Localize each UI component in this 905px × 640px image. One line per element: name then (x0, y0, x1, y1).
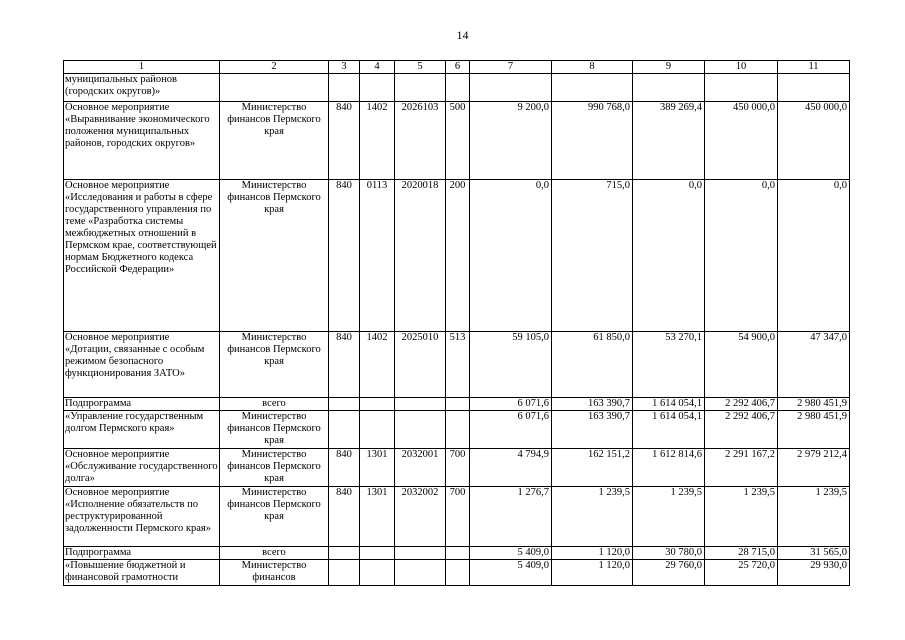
value-col7-cell: 1 276,7 (470, 487, 552, 547)
target-item-code-cell (395, 398, 446, 411)
value-col9-cell: 1 614 054,1 (633, 398, 705, 411)
column-number-6: 6 (446, 61, 470, 74)
admin-code-cell: 840 (329, 449, 360, 487)
executor-cell: Министерство финансов (220, 560, 329, 586)
value-col9-cell: 389 269,4 (633, 102, 705, 180)
value-col11-cell (778, 74, 850, 102)
measure-name-cell: Основное мероприятие «Исполнение обязательств по реструктурированной задолженности Пермского края» (64, 487, 220, 547)
value-col10-cell: 2 291 167,2 (705, 449, 778, 487)
column-number-8: 8 (552, 61, 633, 74)
value-col8-cell (552, 74, 633, 102)
measure-name-cell: Основное мероприятие «Выравнивание экономического положения муниципальных районов, городских округов» (64, 102, 220, 180)
expense-type-cell (446, 74, 470, 102)
expense-type-cell: 700 (446, 487, 470, 547)
value-col11-cell: 1 239,5 (778, 487, 850, 547)
value-col9-cell: 53 270,1 (633, 332, 705, 398)
value-col8-cell: 1 120,0 (552, 547, 633, 560)
section-code-cell (360, 560, 395, 586)
expense-type-cell: 700 (446, 449, 470, 487)
value-col9-cell: 1 612 814,6 (633, 449, 705, 487)
value-col7-cell: 4 794,9 (470, 449, 552, 487)
page-number: 14 (456, 28, 469, 42)
table-row (64, 74, 850, 102)
admin-code-cell (329, 560, 360, 586)
expense-type-cell: 513 (446, 332, 470, 398)
value-col8-cell: 1 120,0 (552, 560, 633, 586)
value-col9-cell (633, 74, 705, 102)
value-col7-cell: 5 409,0 (470, 547, 552, 560)
column-number-2: 2 (220, 61, 329, 74)
section-code-cell (360, 74, 395, 102)
section-code-cell (360, 398, 395, 411)
table-row (64, 560, 850, 586)
section-code-cell: 1301 (360, 449, 395, 487)
value-col11-cell: 0,0 (778, 180, 850, 332)
target-item-code-cell (395, 547, 446, 560)
value-col11-cell: 2 980 451,9 (778, 411, 850, 449)
table-row (64, 487, 850, 547)
value-col10-cell: 1 239,5 (705, 487, 778, 547)
expense-type-cell: 200 (446, 180, 470, 332)
value-col10-cell: 0,0 (705, 180, 778, 332)
column-number-11: 11 (778, 61, 850, 74)
value-col8-cell: 1 239,5 (552, 487, 633, 547)
table-row (64, 398, 850, 411)
value-col9-cell: 1 239,5 (633, 487, 705, 547)
executor-cell: Министерство финансов Пермского края (220, 487, 329, 547)
value-col7-cell: 59 105,0 (470, 332, 552, 398)
value-col8-cell: 990 768,0 (552, 102, 633, 180)
value-col10-cell: 2 292 406,7 (705, 398, 778, 411)
admin-code-cell: 840 (329, 487, 360, 547)
table-row (64, 180, 850, 332)
section-code-cell (360, 411, 395, 449)
expense-type-cell: 500 (446, 102, 470, 180)
target-item-code-cell (395, 411, 446, 449)
value-col7-cell: 0,0 (470, 180, 552, 332)
admin-code-cell: 840 (329, 332, 360, 398)
admin-code-cell (329, 398, 360, 411)
table-row (64, 411, 850, 449)
value-col8-cell: 715,0 (552, 180, 633, 332)
executor-cell: Министерство финансов Пермского края (220, 332, 329, 398)
executor-cell: Министерство финансов Пермского края (220, 102, 329, 180)
value-col9-cell: 1 614 054,1 (633, 411, 705, 449)
value-col10-cell: 54 900,0 (705, 332, 778, 398)
executor-cell: Министерство финансов Пермского края (220, 449, 329, 487)
column-number-4: 4 (360, 61, 395, 74)
measure-name-cell: Основное мероприятие «Дотации, связанные с особым режимом безопасного функционирования ЗАТО» (64, 332, 220, 398)
value-col8-cell: 61 850,0 (552, 332, 633, 398)
value-col7-cell: 6 071,6 (470, 398, 552, 411)
table-row (64, 449, 850, 487)
target-item-code-cell: 2026103 (395, 102, 446, 180)
table-header-row (64, 61, 850, 74)
budget-table (63, 60, 850, 586)
value-col9-cell: 30 780,0 (633, 547, 705, 560)
value-col7-cell: 5 409,0 (470, 560, 552, 586)
admin-code-cell (329, 547, 360, 560)
target-item-code-cell: 2032002 (395, 487, 446, 547)
column-number-9: 9 (633, 61, 705, 74)
measure-name-cell: Основное мероприятие «Исследования и работы в сфере государственного управления по теме «Разработка системы межбюджетных отношений в Пермском крае, соответствующей нормам Бюджетного кодекса Российской Федерации» (64, 180, 220, 332)
target-item-code-cell (395, 560, 446, 586)
measure-name-cell: «Управление государственным долгом Пермского края» (64, 411, 220, 449)
admin-code-cell (329, 411, 360, 449)
target-item-code-cell: 2020018 (395, 180, 446, 332)
expense-type-cell (446, 547, 470, 560)
target-item-code-cell: 2025010 (395, 332, 446, 398)
executor-cell: Министерство финансов Пермского края (220, 180, 329, 332)
section-code-cell: 1301 (360, 487, 395, 547)
value-col11-cell: 2 980 451,9 (778, 398, 850, 411)
column-number-3: 3 (329, 61, 360, 74)
table-row (64, 102, 850, 180)
value-col8-cell: 162 151,2 (552, 449, 633, 487)
value-col10-cell: 28 715,0 (705, 547, 778, 560)
value-col7-cell (470, 74, 552, 102)
target-item-code-cell: 2032001 (395, 449, 446, 487)
value-col10-cell: 2 292 406,7 (705, 411, 778, 449)
column-number-1: 1 (64, 61, 220, 74)
measure-name-cell: Подпрограмма (64, 398, 220, 411)
measure-name-cell: муниципальных районов (городских округов)» (64, 74, 220, 102)
executor-cell: Министерство финансов Пермского края (220, 411, 329, 449)
value-col9-cell: 0,0 (633, 180, 705, 332)
column-number-7: 7 (470, 61, 552, 74)
value-col9-cell: 29 760,0 (633, 560, 705, 586)
value-col10-cell: 25 720,0 (705, 560, 778, 586)
target-item-code-cell (395, 74, 446, 102)
expense-type-cell (446, 411, 470, 449)
value-col11-cell: 47 347,0 (778, 332, 850, 398)
value-col7-cell: 6 071,6 (470, 411, 552, 449)
section-code-cell: 1402 (360, 332, 395, 398)
table-row (64, 547, 850, 560)
column-number-5: 5 (395, 61, 446, 74)
admin-code-cell (329, 74, 360, 102)
value-col11-cell: 450 000,0 (778, 102, 850, 180)
value-col7-cell: 9 200,0 (470, 102, 552, 180)
measure-name-cell: Основное мероприятие «Обслуживание государственного долга» (64, 449, 220, 487)
expense-type-cell (446, 398, 470, 411)
measure-name-cell: «Повышение бюджетной и финансовой грамотности (64, 560, 220, 586)
executor-cell: всего (220, 398, 329, 411)
admin-code-cell: 840 (329, 102, 360, 180)
section-code-cell: 0113 (360, 180, 395, 332)
section-code-cell: 1402 (360, 102, 395, 180)
executor-cell: всего (220, 547, 329, 560)
value-col11-cell: 2 979 212,4 (778, 449, 850, 487)
value-col8-cell: 163 390,7 (552, 411, 633, 449)
table-row (64, 332, 850, 398)
expense-type-cell (446, 560, 470, 586)
value-col10-cell: 450 000,0 (705, 102, 778, 180)
value-col10-cell (705, 74, 778, 102)
measure-name-cell: Подпрограмма (64, 547, 220, 560)
column-number-10: 10 (705, 61, 778, 74)
value-col8-cell: 163 390,7 (552, 398, 633, 411)
admin-code-cell: 840 (329, 180, 360, 332)
value-col11-cell: 31 565,0 (778, 547, 850, 560)
value-col11-cell: 29 930,0 (778, 560, 850, 586)
executor-cell (220, 74, 329, 102)
section-code-cell (360, 547, 395, 560)
